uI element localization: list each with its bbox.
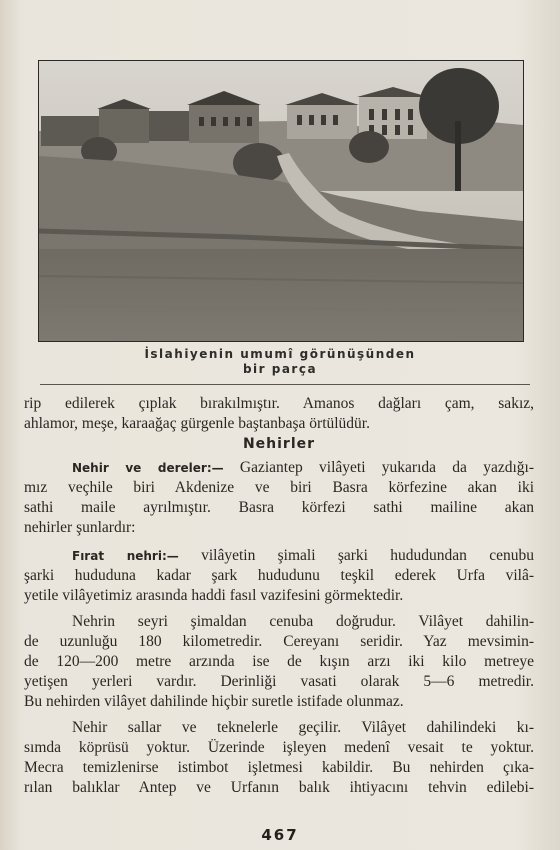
landscape-photo — [38, 60, 524, 342]
text-line: mız veçhile biri Akdenize ve biri Basra körfezine akan iki — [24, 479, 534, 496]
text-line: rip edilerek çıplak bırakılmıştır. Amanos dağları çam, sakız, — [24, 395, 534, 412]
text-line: yetişen yerleri vardır. Derinliği vasati olarak 5—6 metredir. — [24, 673, 534, 690]
text-line: sathi maile ayrılmıştır. Basra körfezi sathi mailine akan — [24, 499, 534, 516]
text-fragment: vilâyetin şimali şarki hududundan cenubu — [201, 547, 534, 564]
text-line: de uzunluğu 180 kilometredir. Cereyanı seridir. Yaz mevsimin- — [24, 633, 534, 650]
paragraph-label: Fırat nehri:— — [72, 549, 179, 563]
text-line — [24, 546, 534, 566]
text-line: de 120—200 metre arzında ise de kışın arzı iki kilo metreye — [24, 653, 534, 670]
text-line: şarki hududuna kadar şark hududunu teşkil ederek Urfa vilâ- — [24, 567, 534, 584]
text-line: sımda köprüsü yoktur. Üzerinde işleyen medenî vesait te yoktur. — [24, 739, 534, 756]
text-line: Nehrin seyri şimaldan cenuba doğrudur. Vilâyet dahilin- — [72, 613, 534, 630]
text-line — [24, 458, 534, 478]
text-line: Nehir sallar ve teknelerle geçilir. Vilâyet dahilindeki kı- — [72, 719, 534, 736]
village-view-illustration — [39, 61, 523, 341]
text-fragment: Gaziantep vilâyeti yukarıda da yazdığı- — [239, 459, 534, 476]
caption-divider — [40, 384, 530, 385]
text-line: Bu nehirden vilâyet dahilinde hiçbir suretle istifade olunmaz. — [24, 693, 404, 710]
photo-caption-line-1: İslahiyenin umumî görünüşünden — [144, 347, 416, 361]
page-number: 467 — [261, 826, 299, 844]
paragraph-label: Nehir ve dereler:— — [72, 461, 224, 475]
text-line: rılan balıklar Antep ve Urfanın balık ihtiyacını tehvin edilebi- — [24, 779, 534, 796]
text-line: yetile vilâyetimiz arasında haddi fasıl vazifesini görmektedir. — [24, 587, 404, 604]
text-line: nehirler şunlardır: — [24, 519, 136, 536]
section-heading: Nehirler — [242, 436, 316, 452]
photo-caption-line-2: bir parça — [242, 362, 318, 376]
text-line: ahlamor, meşe, karaağaç gürgenle baştanbaşa örtülüdür. — [24, 415, 370, 432]
text-line: Mecra temizlenirse istimbot işletmesi kabildir. Bu nehirden çıka- — [24, 759, 534, 776]
